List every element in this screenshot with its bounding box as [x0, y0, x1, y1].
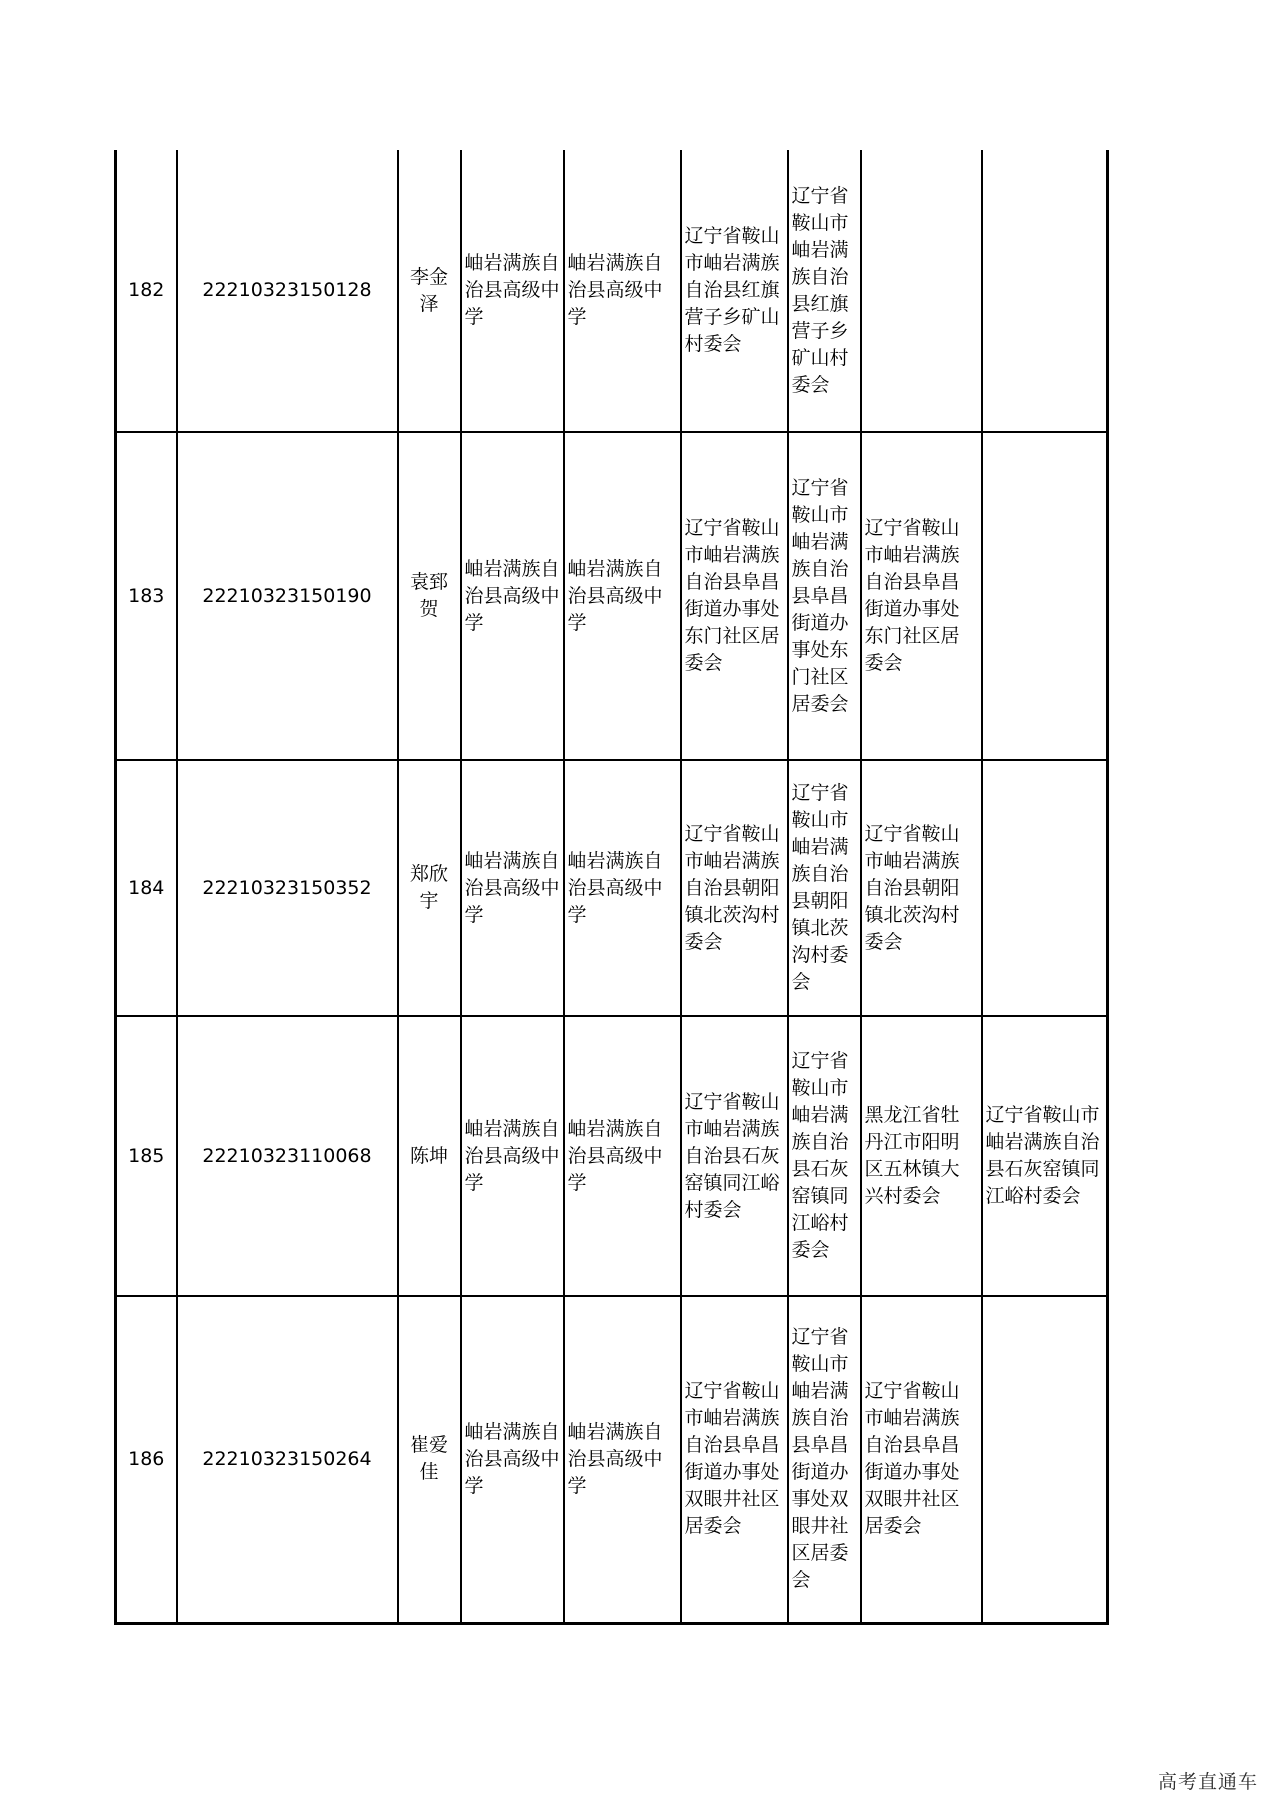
school-b-cell: 岫岩满族自治县高级中学: [564, 150, 681, 432]
address-1-cell: 辽宁省鞍山市岫岩满族自治县阜昌街道办事处双眼井社区居委会: [681, 1296, 788, 1623]
address-2-cell: 辽宁省鞍山市岫岩满族自治县石灰窑镇同江峪村委会: [788, 1016, 861, 1296]
school-a-cell: 岫岩满族自治县高级中学: [461, 1016, 564, 1296]
seq-cell: 183: [116, 432, 177, 760]
address-2-cell: 辽宁省鞍山市岫岩满族自治县朝阳镇北茨沟村委会: [788, 760, 861, 1016]
address-4-cell: [982, 1296, 1108, 1623]
exam-id-cell: 22210323110068: [177, 1016, 398, 1296]
address-1-cell: 辽宁省鞍山市岫岩满族自治县阜昌街道办事处东门社区居委会: [681, 432, 788, 760]
school-a-cell: 岫岩满族自治县高级中学: [461, 1296, 564, 1623]
address-4-cell: [982, 150, 1108, 432]
watermark-text: 高考直通车: [1157, 1771, 1258, 1793]
table-row: [116, 760, 1108, 1016]
name-cell: 郑欣宇: [398, 760, 461, 1016]
address-3-cell: 辽宁省鞍山市岫岩满族自治县阜昌街道办事处双眼井社区居委会: [861, 1296, 982, 1623]
name-cell: 李金泽: [398, 150, 461, 432]
address-3-cell: [861, 150, 982, 432]
table-row: [116, 150, 1108, 432]
roster-table: [114, 150, 1109, 1625]
exam-id-cell: 22210323150128: [177, 150, 398, 432]
school-b-cell: 岫岩满族自治县高级中学: [564, 432, 681, 760]
seq-cell: 182: [116, 150, 177, 432]
address-3-cell: 辽宁省鞍山市岫岩满族自治县阜昌街道办事处东门社区居委会: [861, 432, 982, 760]
address-4-cell: [982, 432, 1108, 760]
seq-cell: 184: [116, 760, 177, 1016]
address-1-cell: 辽宁省鞍山市岫岩满族自治县石灰窑镇同江峪村委会: [681, 1016, 788, 1296]
seq-cell: 185: [116, 1016, 177, 1296]
address-2-cell: 辽宁省鞍山市岫岩满族自治县红旗营子乡矿山村委会: [788, 150, 861, 432]
seq-cell: 186: [116, 1296, 177, 1623]
address-3-cell: 黑龙江省牡丹江市阳明区五林镇大兴村委会: [861, 1016, 982, 1296]
name-cell: 袁郅贺: [398, 432, 461, 760]
address-4-cell: [982, 760, 1108, 1016]
exam-id-cell: 22210323150190: [177, 432, 398, 760]
table-row: [116, 1016, 1108, 1296]
address-2-cell: 辽宁省鞍山市岫岩满族自治县阜昌街道办事处双眼井社区居委会: [788, 1296, 861, 1623]
school-b-cell: 岫岩满族自治县高级中学: [564, 1296, 681, 1623]
school-b-cell: 岫岩满族自治县高级中学: [564, 1016, 681, 1296]
table-row: [116, 1296, 1108, 1623]
exam-id-cell: 22210323150264: [177, 1296, 398, 1623]
school-a-cell: 岫岩满族自治县高级中学: [461, 432, 564, 760]
school-a-cell: 岫岩满族自治县高级中学: [461, 760, 564, 1016]
address-1-cell: 辽宁省鞍山市岫岩满族自治县朝阳镇北茨沟村委会: [681, 760, 788, 1016]
exam-id-cell: 22210323150352: [177, 760, 398, 1016]
table-row: [116, 432, 1108, 760]
address-1-cell: 辽宁省鞍山市岫岩满族自治县红旗营子乡矿山村委会: [681, 150, 788, 432]
address-3-cell: 辽宁省鞍山市岫岩满族自治县朝阳镇北茨沟村委会: [861, 760, 982, 1016]
address-4-cell: 辽宁省鞍山市岫岩满族自治县石灰窑镇同江峪村委会: [982, 1016, 1108, 1296]
school-b-cell: 岫岩满族自治县高级中学: [564, 760, 681, 1016]
name-cell: 崔爱佳: [398, 1296, 461, 1623]
school-a-cell: 岫岩满族自治县高级中学: [461, 150, 564, 432]
address-2-cell: 辽宁省鞍山市岫岩满族自治县阜昌街道办事处东门社区居委会: [788, 432, 861, 760]
name-cell: 陈坤: [398, 1016, 461, 1296]
